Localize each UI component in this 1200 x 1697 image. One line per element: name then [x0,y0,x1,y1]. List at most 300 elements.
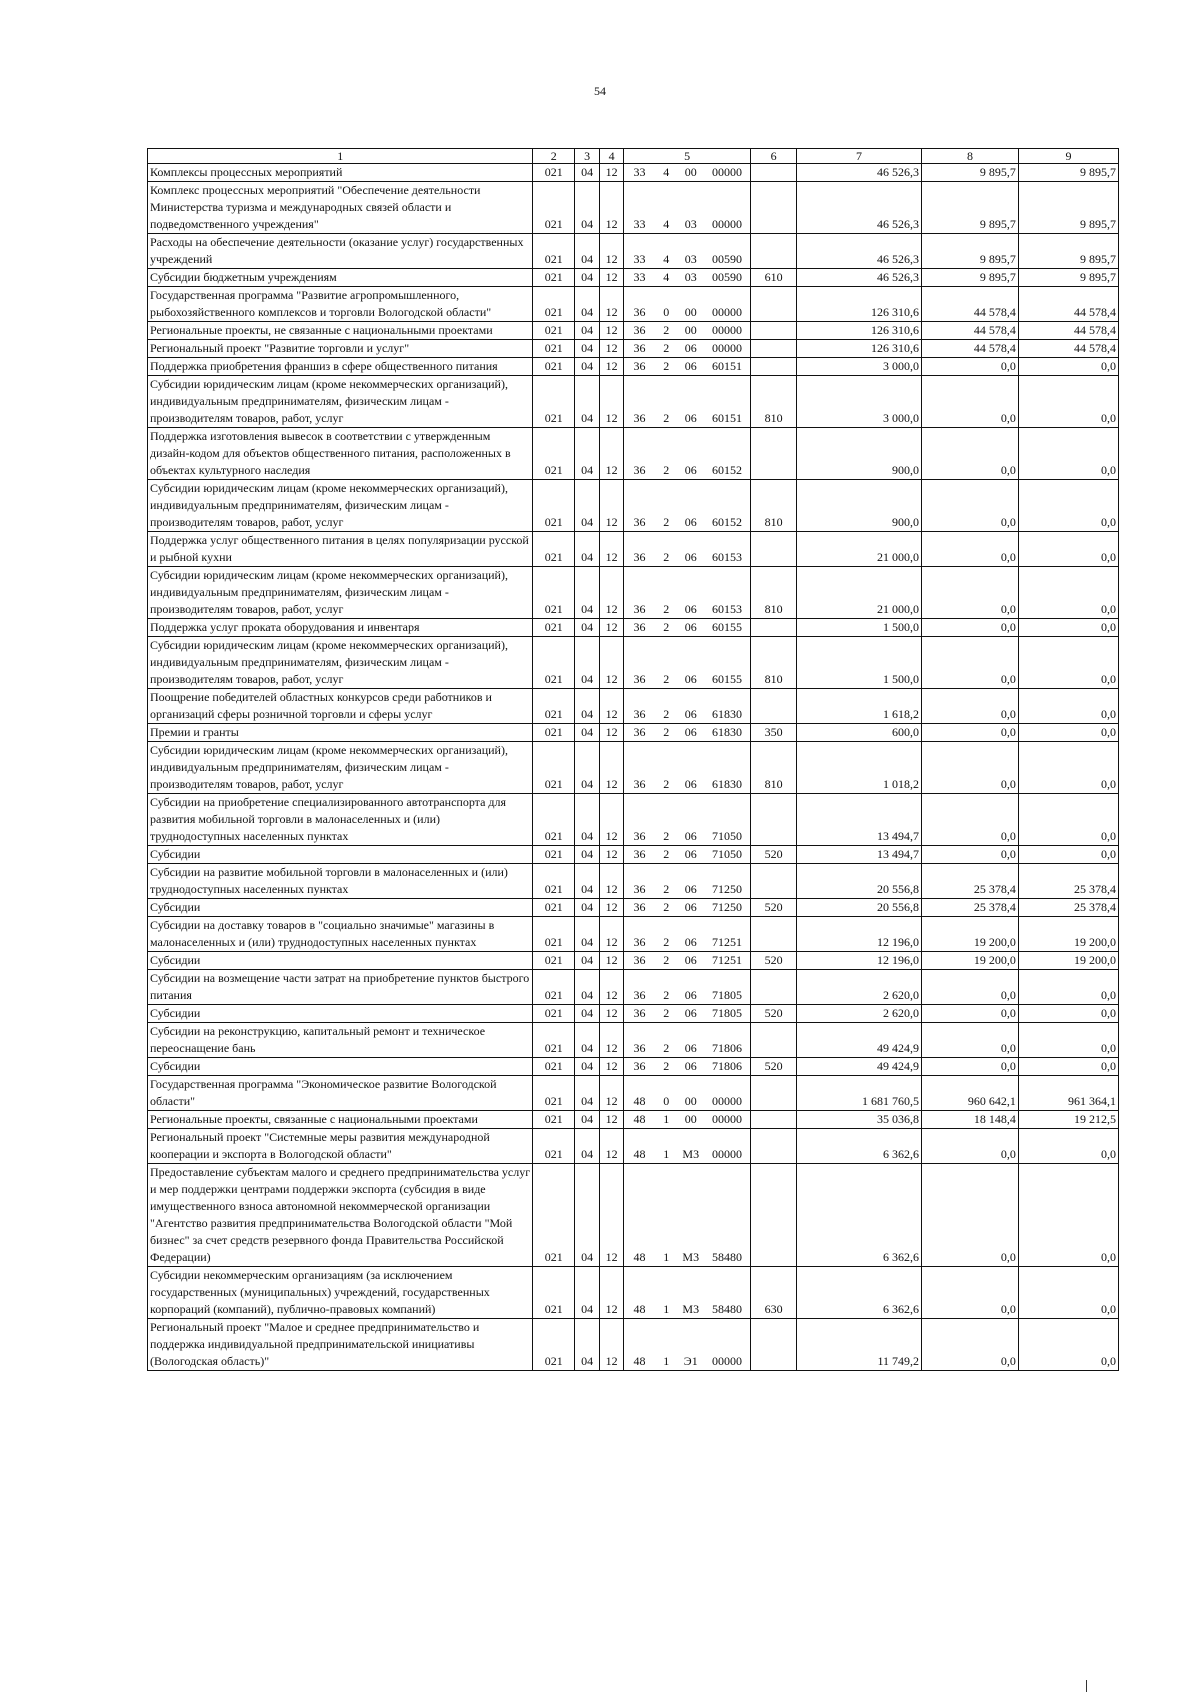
row-target-code-cell: 36 [624,1058,655,1076]
row-target-code-cell: 61830 [704,742,751,794]
row-section-cell: 04 [575,917,600,952]
table-row [148,1164,1119,1267]
row-target-code-cell: 1 [655,1129,678,1164]
row-name-cell: Поощрение победителей областных конкурсов среди работников и организаций сферы розничной торговли и сферы услуг [148,689,533,724]
row-section-cell: 04 [575,340,600,358]
row-target-code-cell: 00000 [704,164,751,182]
table-row [148,689,1119,724]
row-target-code-cell: 36 [624,287,655,322]
row-target-code-cell: 71806 [704,1058,751,1076]
row-target-code-cell: 60155 [704,619,751,637]
row-amount-cell: 0,0 [1018,689,1118,724]
row-subsection-cell: 12 [600,287,624,322]
row-code-cell: 021 [533,864,575,899]
row-amount-cell: 0,0 [1018,1058,1118,1076]
row-code-cell: 021 [533,742,575,794]
row-target-code-cell: 36 [624,567,655,619]
row-target-code-cell: 03 [678,234,704,269]
row-code-cell: 021 [533,1164,575,1267]
row-subsection-cell: 12 [600,864,624,899]
header-cell: 1 [148,149,533,164]
row-name-cell: Предоставление субъектам малого и среднего предпринимательства услуг и мер поддержки центрами поддержки экспорта (субсидия в виде имущественного взноса автономной некоммерческой организации "Агентство развития предпринимательства Вологодской области "Мой бизнес" за счет средств резервного фонда Правительства Российской Федерации) [148,1164,533,1267]
row-target-code-cell: 1 [655,1164,678,1267]
row-amount-cell: 600,0 [796,724,921,742]
row-amount-cell: 0,0 [922,1319,1019,1371]
row-section-cell: 04 [575,287,600,322]
row-target-code-cell: 48 [624,1319,655,1371]
row-target-code-cell: 33 [624,182,655,234]
row-amount-cell: 126 310,6 [796,340,921,358]
row-expense-type-cell [751,1319,797,1371]
row-target-code-cell: 00000 [704,1319,751,1371]
row-amount-cell: 0,0 [1018,358,1118,376]
row-amount-cell: 18 148,4 [922,1111,1019,1129]
table-row [148,1129,1119,1164]
row-name-cell: Субсидии юридическим лицам (кроме некоммерческих организаций), индивидуальным предпринимателям, физическим лицам - производителям товаров, работ, услуг [148,567,533,619]
row-target-code-cell: 2 [655,1005,678,1023]
row-target-code-cell: 06 [678,637,704,689]
table-row [148,480,1119,532]
row-section-cell: 04 [575,428,600,480]
row-code-cell: 021 [533,794,575,846]
row-code-cell: 021 [533,846,575,864]
row-code-cell: 021 [533,1023,575,1058]
table-row [148,1111,1119,1129]
row-target-code-cell: М3 [678,1267,704,1319]
row-subsection-cell: 12 [600,970,624,1005]
row-amount-cell: 0,0 [1018,846,1118,864]
table-row [148,917,1119,952]
row-target-code-cell: 06 [678,952,704,970]
row-target-code-cell: 00 [678,287,704,322]
row-subsection-cell: 12 [600,376,624,428]
row-expense-type-cell [751,234,797,269]
row-target-code-cell: 2 [655,846,678,864]
row-target-code-cell: 06 [678,794,704,846]
row-expense-type-cell: 610 [751,269,797,287]
row-amount-cell: 0,0 [922,794,1019,846]
row-target-code-cell: 06 [678,970,704,1005]
row-expense-type-cell: 630 [751,1267,797,1319]
row-amount-cell: 25 378,4 [922,899,1019,917]
row-code-cell: 021 [533,269,575,287]
table-row [148,567,1119,619]
row-target-code-cell: 2 [655,917,678,952]
row-expense-type-cell: 810 [751,480,797,532]
row-amount-cell: 0,0 [922,376,1019,428]
row-target-code-cell: 06 [678,376,704,428]
row-section-cell: 04 [575,532,600,567]
row-target-code-cell: 2 [655,864,678,899]
row-name-cell: Субсидии юридическим лицам (кроме некоммерческих организаций), индивидуальным предпринимателям, физическим лицам - производителям товаров, работ, услуг [148,376,533,428]
row-code-cell: 021 [533,1267,575,1319]
row-subsection-cell: 12 [600,340,624,358]
row-amount-cell: 6 362,6 [796,1267,921,1319]
table-row [148,637,1119,689]
row-target-code-cell: 06 [678,532,704,567]
row-amount-cell: 0,0 [922,637,1019,689]
row-target-code-cell: 60153 [704,532,751,567]
row-name-cell: Комплексы процессных мероприятий [148,164,533,182]
row-subsection-cell: 12 [600,724,624,742]
row-name-cell: Субсидии юридическим лицам (кроме некоммерческих организаций), индивидуальным предпринимателям, физическим лицам - производителям товаров, работ, услуг [148,637,533,689]
row-amount-cell: 0,0 [1018,1267,1118,1319]
table-row [148,269,1119,287]
row-expense-type-cell: 520 [751,899,797,917]
row-amount-cell: 0,0 [1018,742,1118,794]
row-code-cell: 021 [533,1319,575,1371]
row-amount-cell: 0,0 [922,480,1019,532]
row-name-cell: Субсидии юридическим лицам (кроме некоммерческих организаций), индивидуальным предпринимателям, физическим лицам - производителям товаров, работ, услуг [148,480,533,532]
row-target-code-cell: 36 [624,322,655,340]
row-section-cell: 04 [575,234,600,269]
table-row [148,724,1119,742]
row-expense-type-cell [751,970,797,1005]
header-cell: 8 [922,149,1019,164]
row-amount-cell: 46 526,3 [796,164,921,182]
table-row [148,846,1119,864]
row-target-code-cell: 71050 [704,846,751,864]
row-section-cell: 04 [575,1005,600,1023]
row-section-cell: 04 [575,1023,600,1058]
row-target-code-cell: 00000 [704,287,751,322]
row-amount-cell: 1 500,0 [796,637,921,689]
row-section-cell: 04 [575,1111,600,1129]
row-target-code-cell: 36 [624,917,655,952]
row-target-code-cell: 61830 [704,689,751,724]
row-target-code-cell: 36 [624,864,655,899]
row-amount-cell: 9 895,7 [922,269,1019,287]
row-code-cell: 021 [533,1076,575,1111]
row-section-cell: 04 [575,164,600,182]
row-target-code-cell: 2 [655,376,678,428]
row-code-cell: 021 [533,164,575,182]
header-cell: 7 [796,149,921,164]
row-code-cell: 021 [533,952,575,970]
table-row [148,1005,1119,1023]
row-target-code-cell: 71250 [704,899,751,917]
row-amount-cell: 0,0 [922,1267,1019,1319]
row-expense-type-cell [751,619,797,637]
row-expense-type-cell [751,182,797,234]
row-target-code-cell: 06 [678,899,704,917]
table-body [148,164,1119,1371]
row-amount-cell: 0,0 [922,1005,1019,1023]
row-name-cell: Региональный проект "Малое и среднее предпринимательство и поддержка индивидуальной предпринимательской инициативы (Вологодская область)" [148,1319,533,1371]
row-section-cell: 04 [575,724,600,742]
row-code-cell: 021 [533,619,575,637]
row-code-cell: 021 [533,567,575,619]
table-row [148,1023,1119,1058]
row-name-cell: Премии и гранты [148,724,533,742]
row-target-code-cell: 58480 [704,1164,751,1267]
row-amount-cell: 0,0 [922,619,1019,637]
row-amount-cell: 0,0 [1018,428,1118,480]
row-target-code-cell: 1 [655,1319,678,1371]
row-subsection-cell: 12 [600,269,624,287]
row-section-cell: 04 [575,1267,600,1319]
row-target-code-cell: 36 [624,532,655,567]
row-target-code-cell: 36 [624,689,655,724]
row-section-cell: 04 [575,1164,600,1267]
row-target-code-cell: 1 [655,1267,678,1319]
row-target-code-cell: 60155 [704,637,751,689]
row-section-cell: 04 [575,637,600,689]
row-amount-cell: 12 196,0 [796,952,921,970]
row-amount-cell: 900,0 [796,428,921,480]
row-target-code-cell: 36 [624,376,655,428]
row-expense-type-cell [751,428,797,480]
row-amount-cell: 0,0 [922,1058,1019,1076]
row-amount-cell: 12 196,0 [796,917,921,952]
row-subsection-cell: 12 [600,1111,624,1129]
row-target-code-cell: 00590 [704,269,751,287]
row-amount-cell: 46 526,3 [796,234,921,269]
row-name-cell: Субсидии на возмещение части затрат на приобретение пунктов быстрого питания [148,970,533,1005]
row-name-cell: Расходы на обеспечение деятельности (оказание услуг) государственных учреждений [148,234,533,269]
row-amount-cell: 21 000,0 [796,567,921,619]
table-row [148,1058,1119,1076]
row-target-code-cell: 2 [655,794,678,846]
row-amount-cell: 0,0 [922,846,1019,864]
table-row [148,619,1119,637]
row-expense-type-cell [751,794,797,846]
row-target-code-cell: 71050 [704,794,751,846]
row-expense-type-cell [751,1076,797,1111]
row-target-code-cell: 36 [624,358,655,376]
table-row [148,952,1119,970]
row-amount-cell: 19 200,0 [1018,917,1118,952]
row-target-code-cell: 36 [624,899,655,917]
row-amount-cell: 9 895,7 [1018,164,1118,182]
row-section-cell: 04 [575,742,600,794]
row-name-cell: Поддержка приобретения франшиз в сфере общественного питания [148,358,533,376]
row-subsection-cell: 12 [600,846,624,864]
row-subsection-cell: 12 [600,234,624,269]
row-amount-cell: 0,0 [1018,1319,1118,1371]
table-row [148,899,1119,917]
row-subsection-cell: 12 [600,1129,624,1164]
row-target-code-cell: 2 [655,1058,678,1076]
row-amount-cell: 20 556,8 [796,864,921,899]
row-expense-type-cell: 520 [751,846,797,864]
row-amount-cell: 11 749,2 [796,1319,921,1371]
row-amount-cell: 20 556,8 [796,899,921,917]
row-amount-cell: 44 578,4 [1018,322,1118,340]
row-amount-cell: 1 018,2 [796,742,921,794]
row-code-cell: 021 [533,358,575,376]
row-expense-type-cell [751,287,797,322]
row-amount-cell: 0,0 [1018,1023,1118,1058]
row-amount-cell: 49 424,9 [796,1058,921,1076]
row-name-cell: Субсидии на развитие мобильной торговли в малонаселенных и (или) труднодоступных населенных пунктах [148,864,533,899]
table-row [148,340,1119,358]
row-amount-cell: 44 578,4 [1018,287,1118,322]
row-amount-cell: 126 310,6 [796,322,921,340]
table-row [148,970,1119,1005]
row-section-cell: 04 [575,480,600,532]
row-code-cell: 021 [533,899,575,917]
row-amount-cell: 21 000,0 [796,532,921,567]
row-target-code-cell: 06 [678,1058,704,1076]
row-target-code-cell: 06 [678,619,704,637]
row-amount-cell: 0,0 [922,724,1019,742]
row-target-code-cell: 36 [624,724,655,742]
row-code-cell: 021 [533,234,575,269]
row-amount-cell: 2 620,0 [796,1005,921,1023]
row-code-cell: 021 [533,428,575,480]
row-target-code-cell: 60152 [704,480,751,532]
row-section-cell: 04 [575,846,600,864]
row-amount-cell: 46 526,3 [796,269,921,287]
row-expense-type-cell: 350 [751,724,797,742]
row-amount-cell: 0,0 [922,970,1019,1005]
header-cell: 6 [751,149,797,164]
header-cell: 4 [600,149,624,164]
row-subsection-cell: 12 [600,637,624,689]
row-subsection-cell: 12 [600,1319,624,1371]
row-code-cell: 021 [533,1111,575,1129]
row-amount-cell: 0,0 [922,358,1019,376]
row-subsection-cell: 12 [600,1023,624,1058]
row-target-code-cell: 36 [624,428,655,480]
row-expense-type-cell [751,532,797,567]
row-subsection-cell: 12 [600,428,624,480]
row-target-code-cell: 2 [655,952,678,970]
row-section-cell: 04 [575,1076,600,1111]
row-amount-cell: 0,0 [1018,794,1118,846]
row-amount-cell: 0,0 [922,1023,1019,1058]
row-target-code-cell: 06 [678,724,704,742]
row-target-code-cell: 48 [624,1111,655,1129]
row-target-code-cell: 2 [655,340,678,358]
row-amount-cell: 900,0 [796,480,921,532]
row-target-code-cell: 00000 [704,182,751,234]
row-code-cell: 021 [533,322,575,340]
row-amount-cell: 19 200,0 [922,917,1019,952]
row-expense-type-cell: 810 [751,567,797,619]
table-row [148,376,1119,428]
row-subsection-cell: 12 [600,742,624,794]
row-target-code-cell: 48 [624,1267,655,1319]
row-amount-cell: 25 378,4 [922,864,1019,899]
row-name-cell: Региональный проект "Системные меры развития международной кооперации и экспорта в Вологодской области" [148,1129,533,1164]
row-name-cell: Региональный проект "Развитие торговли и услуг" [148,340,533,358]
row-target-code-cell: 36 [624,1005,655,1023]
header-row [148,149,1119,164]
row-subsection-cell: 12 [600,952,624,970]
row-target-code-cell: 61830 [704,724,751,742]
row-target-code-cell: 00000 [704,322,751,340]
row-name-cell: Поддержка изготовления вывесок в соответствии с утвержденным дизайн-кодом для объектов общественного питания, расположенных в объектах культурного наследия [148,428,533,480]
row-amount-cell: 9 895,7 [1018,234,1118,269]
row-target-code-cell: 2 [655,1023,678,1058]
row-target-code-cell: 71806 [704,1023,751,1058]
row-subsection-cell: 12 [600,532,624,567]
row-amount-cell: 0,0 [1018,1164,1118,1267]
row-target-code-cell: 36 [624,846,655,864]
row-amount-cell: 0,0 [1018,637,1118,689]
row-expense-type-cell: 520 [751,1005,797,1023]
row-target-code-cell: 1 [655,1111,678,1129]
row-target-code-cell: 71805 [704,1005,751,1023]
row-amount-cell: 9 895,7 [922,164,1019,182]
row-code-cell: 021 [533,376,575,428]
row-subsection-cell: 12 [600,1058,624,1076]
row-target-code-cell: 36 [624,340,655,358]
row-name-cell: Региональные проекты, связанные с национальными проектами [148,1111,533,1129]
row-name-cell: Региональные проекты, не связанные с национальными проектами [148,322,533,340]
row-target-code-cell: 06 [678,917,704,952]
margin-mark [1086,1680,1087,1692]
row-target-code-cell: 00 [678,164,704,182]
row-name-cell: Субсидии на приобретение специализированного автотранспорта для развития мобильной торговли в малонаселенных и (или) труднодоступных населенных пунктах [148,794,533,846]
row-amount-cell: 9 895,7 [1018,269,1118,287]
row-target-code-cell: 0 [655,1076,678,1111]
row-section-cell: 04 [575,689,600,724]
row-name-cell: Поддержка услуг проката оборудования и инвентаря [148,619,533,637]
row-target-code-cell: 60153 [704,567,751,619]
row-target-code-cell: 60151 [704,376,751,428]
table-row [148,794,1119,846]
row-subsection-cell: 12 [600,1076,624,1111]
row-target-code-cell: 71805 [704,970,751,1005]
row-amount-cell: 960 642,1 [922,1076,1019,1111]
row-target-code-cell: 36 [624,794,655,846]
table-row [148,287,1119,322]
row-target-code-cell: 2 [655,358,678,376]
row-subsection-cell: 12 [600,689,624,724]
row-amount-cell: 19 212,5 [1018,1111,1118,1129]
row-code-cell: 021 [533,532,575,567]
row-target-code-cell: 06 [678,864,704,899]
row-amount-cell: 46 526,3 [796,182,921,234]
row-amount-cell: 13 494,7 [796,794,921,846]
row-target-code-cell: 4 [655,164,678,182]
row-subsection-cell: 12 [600,1005,624,1023]
row-target-code-cell: 0 [655,287,678,322]
row-target-code-cell: 2 [655,970,678,1005]
row-section-cell: 04 [575,794,600,846]
table-row [148,742,1119,794]
table-row [148,1319,1119,1371]
row-target-code-cell: 2 [655,899,678,917]
row-target-code-cell: 06 [678,340,704,358]
header-cell: 3 [575,149,600,164]
row-target-code-cell: 48 [624,1076,655,1111]
row-target-code-cell: 06 [678,742,704,794]
table-row [148,1267,1119,1319]
row-target-code-cell: 00 [678,1111,704,1129]
row-subsection-cell: 12 [600,917,624,952]
row-target-code-cell: 2 [655,480,678,532]
row-name-cell: Субсидии некоммерческим организациям (за исключением государственных (муниципальных) учреждений, государственных корпораций (компаний), публично-правовых компаний) [148,1267,533,1319]
row-code-cell: 021 [533,970,575,1005]
row-name-cell: Субсидии бюджетным учреждениям [148,269,533,287]
row-section-cell: 04 [575,619,600,637]
row-name-cell: Субсидии [148,1005,533,1023]
row-amount-cell: 0,0 [922,532,1019,567]
row-amount-cell: 19 200,0 [922,952,1019,970]
row-target-code-cell: 06 [678,567,704,619]
table-row [148,322,1119,340]
row-subsection-cell: 12 [600,182,624,234]
row-amount-cell: 35 036,8 [796,1111,921,1129]
row-target-code-cell: 00000 [704,340,751,358]
row-target-code-cell: 06 [678,846,704,864]
table-row [148,428,1119,480]
row-expense-type-cell [751,689,797,724]
